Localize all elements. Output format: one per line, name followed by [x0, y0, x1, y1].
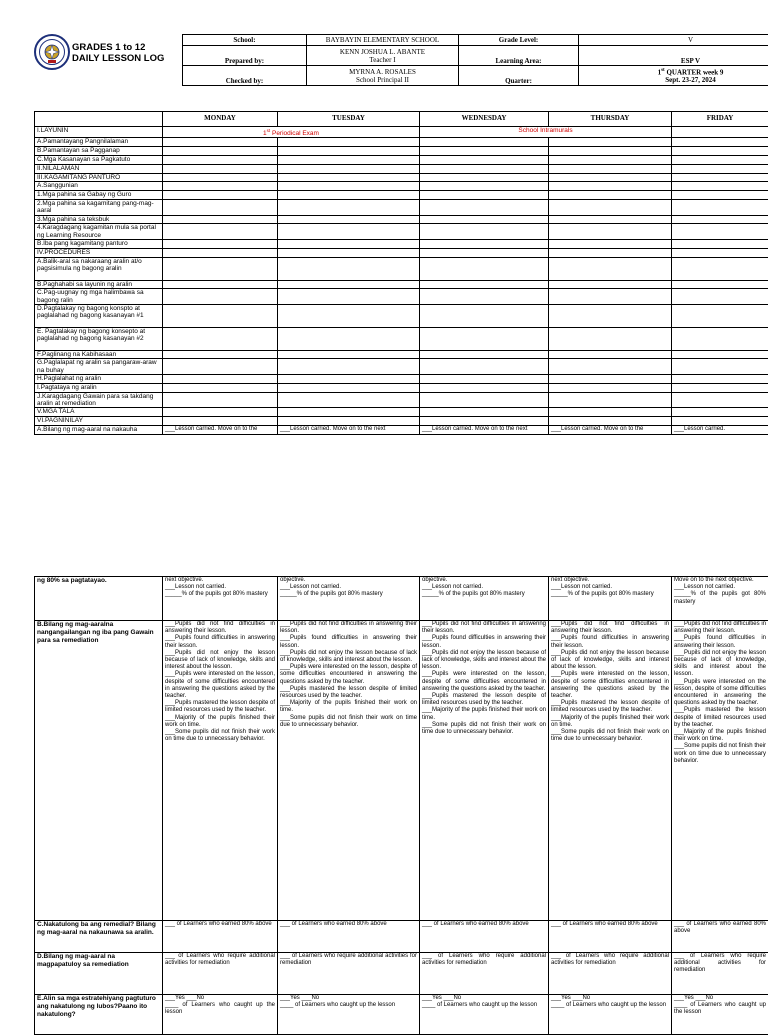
quarter-text: QUARTER week 9 — [665, 68, 724, 76]
table-row — [35, 375, 768, 384]
cell-monday — [163, 173, 278, 182]
table-row — [35, 173, 768, 182]
cell-monday — [163, 156, 278, 165]
table-row — [35, 182, 768, 191]
table-row — [35, 240, 768, 249]
exam-number: 1 — [263, 130, 267, 137]
cell-thursday — [549, 327, 672, 350]
table-row — [35, 408, 768, 417]
cell-thursday — [549, 304, 672, 327]
cell-wednesday — [420, 383, 549, 392]
day-friday: FRIDAY — [672, 112, 768, 127]
cell-wednesday — [420, 182, 549, 191]
row-label: C.Mga Kasanayan sa Pagkatuto — [35, 156, 163, 165]
cell-monday — [163, 383, 278, 392]
table-row — [35, 359, 768, 375]
cell-tuesday — [278, 327, 420, 350]
cell-tuesday — [278, 224, 420, 240]
cell-wednesday — [420, 164, 549, 173]
day-tuesday: TUESDAY — [278, 112, 420, 127]
cell-tuesday — [278, 289, 420, 305]
cell-thursday — [549, 215, 672, 224]
quarter-dates: Sept. 23-27, 2024 — [581, 76, 768, 84]
prepared-cell — [307, 46, 459, 66]
cell-monday — [163, 359, 278, 375]
cell-monday — [163, 164, 278, 173]
lesson-grid-page1 — [34, 111, 768, 435]
cell-friday — [672, 289, 768, 305]
cell-thursday — [549, 200, 672, 216]
checked-cell — [307, 66, 459, 86]
cell-monday — [163, 408, 278, 417]
cell-tuesday — [278, 359, 420, 375]
cell-monday — [163, 215, 278, 224]
row-label: 1.Mga pahina sa Gabay ng Guro — [35, 191, 163, 200]
table-row — [35, 383, 768, 392]
cell-friday — [672, 392, 768, 408]
cell-friday: ___Lesson carried. — [672, 425, 768, 434]
cell-wednesday — [420, 240, 549, 249]
cell-monday: ___Pupils did not find difficulties in answering their lesson. ___Pupils found difficulties in answering their lesson. ___Pupils did not enjoy the lesson because of lack of knowledge, skills and interest about the lesson. ___Pupils were interested on the lesson, despite of some difficulties encountered in answering the questions asked by the teacher. ___Pupils mastered the lesson despite of limited resources used by the teacher. ___Majority of the pupils finished their work on time. ___Some pupils did not finish their work on time due to unnecessary behavior. — [163, 621, 278, 921]
quarter-label: Quarter: — [459, 66, 579, 86]
cell-wednesday — [420, 138, 549, 147]
table-row — [35, 156, 768, 165]
cell-thursday — [549, 164, 672, 173]
row-label: B.Pamantayan sa Pagganap — [35, 147, 163, 156]
cell-monday: next objective. ___Lesson not carried. _____% of the pupils got 80% mastery — [163, 577, 278, 621]
row-label: 2.Mga pahina sa kagamitang pang-mag-aaral — [35, 200, 163, 216]
doc-title-grades: GRADES 1 to 12 — [72, 42, 145, 53]
day-thursday: THURSDAY — [549, 112, 672, 127]
cell-wednesday — [420, 224, 549, 240]
cell-thursday — [549, 417, 672, 426]
cell-thursday: ___ of Learners who require additional activities for remediation — [549, 953, 672, 995]
table-row — [35, 425, 768, 434]
info-table — [182, 34, 768, 86]
cell-tuesday — [278, 417, 420, 426]
cell-thursday — [549, 224, 672, 240]
table-row — [35, 577, 768, 621]
cell-tuesday: objective. ___Lesson not carried. _____% of the pupils got 80% mastery — [278, 577, 420, 621]
row-label: 4.Karagdagang kagamitan mula sa portal ng Learning Resource — [35, 224, 163, 240]
cell-thursday — [549, 240, 672, 249]
row-label: C.Pag-uugnay ng mga halimbawa sa bagong ralin — [35, 289, 163, 305]
row-label: F.Paglinang na Kabihasaan — [35, 350, 163, 359]
cell-thursday: ___ of Learners who earned 80% above — [549, 921, 672, 953]
table-row — [35, 327, 768, 350]
cell-friday — [672, 350, 768, 359]
cell-friday — [672, 191, 768, 200]
cell-thursday — [549, 138, 672, 147]
cell-thursday — [549, 350, 672, 359]
prepared-role: Teacher I — [309, 56, 456, 64]
table-row — [35, 921, 768, 953]
day-header-row — [35, 112, 768, 127]
cell-tuesday — [278, 164, 420, 173]
grade-label: Grade Level: — [459, 35, 579, 46]
cell-tuesday — [278, 304, 420, 327]
cell-tuesday — [278, 147, 420, 156]
cell-tuesday — [278, 215, 420, 224]
day-monday: MONDAY — [163, 112, 278, 127]
cell-friday — [672, 138, 768, 147]
cell-thursday: ___Lesson carried. Move on to the — [549, 425, 672, 434]
cell-friday — [672, 408, 768, 417]
cell-tuesday: ___Yes ___No ____ of Learners who caught up the lesson — [278, 995, 420, 1035]
cell-tuesday — [278, 138, 420, 147]
cell-thursday — [549, 280, 672, 289]
cell-tuesday: ___ of Learners who require additional activities for remediation — [278, 953, 420, 995]
school-value: BAYBAYIN ELEMENTARY SCHOOL — [307, 35, 459, 46]
cell-thursday — [549, 375, 672, 384]
cell-wednesday — [420, 156, 549, 165]
row-label: B.Bilang ng mag-aaralna nangangailangan ng iba pang Gawain para sa remediation — [35, 621, 163, 921]
cell-friday — [672, 182, 768, 191]
cell-wednesday: ___Yes ___No ____ of Learners who caught up the lesson — [420, 995, 549, 1035]
cell-tuesday — [278, 173, 420, 182]
row-label: D.Pagtalakay ng bagong konspto at paglalahad ng bagong kasanayan #1 — [35, 304, 163, 327]
row-label: H.Paglalahat ng aralin — [35, 375, 163, 384]
cell-friday: ___ of Learners who require additional activities for remediation — [672, 953, 768, 995]
row-label: A.Sanggunian — [35, 182, 163, 191]
cell-wednesday — [420, 191, 549, 200]
cell-monday — [163, 240, 278, 249]
cell-wednesday — [420, 304, 549, 327]
exam-text: Periodical Exam — [270, 130, 319, 137]
row-label: VI.PAGNINILAY — [35, 417, 163, 426]
cell-friday — [672, 304, 768, 327]
table-row — [35, 417, 768, 426]
cell-wednesday — [420, 200, 549, 216]
cell-monday: ___Yes ___No ____ of Learners who caught up the lesson — [163, 995, 278, 1035]
day-wednesday: WEDNESDAY — [420, 112, 549, 127]
cell-wednesday: ___Pupils did not find difficulties in answering their lesson. ___Pupils found difficulties in answering their lesson. ___Pupils did not enjoy the lesson because of lack of knowledge, skills and interest about the lesson. ___Pupils were interested on the lesson, despite of some difficulties encountered in answering the questions asked by the teacher. ___Pupils mastered the lesson despite of limited resources used by the teacher. ___Majority of the pupils finished their work on time. ___Some pupils did not finish their work on time due to unnecessary behavior. — [420, 621, 549, 921]
cell-monday — [163, 289, 278, 305]
cell-wednesday — [420, 359, 549, 375]
table-row — [35, 995, 768, 1035]
cell-tuesday — [278, 392, 420, 408]
quarter-cell — [579, 66, 768, 86]
cell-monday: ___ of Learners who require additional activities for remediation — [163, 953, 278, 995]
table-row — [35, 127, 768, 138]
cell-tuesday — [278, 182, 420, 191]
table-row — [35, 953, 768, 995]
cell-wednesday — [420, 257, 549, 280]
cell-wednesday — [420, 215, 549, 224]
cell-tuesday — [278, 240, 420, 249]
cell-thursday — [549, 182, 672, 191]
quarter-value — [581, 67, 768, 76]
cell-wednesday — [420, 408, 549, 417]
row-label: A.Bilang ng mag-aaral na nakauha — [35, 425, 163, 434]
row-label: I.Pagtataya ng aralin — [35, 383, 163, 392]
cell-wednesday — [420, 375, 549, 384]
cell-thursday — [549, 147, 672, 156]
cell-friday — [672, 224, 768, 240]
cell-wednesday — [420, 417, 549, 426]
cell-friday — [672, 200, 768, 216]
cell-monday — [163, 191, 278, 200]
cell-tuesday — [278, 156, 420, 165]
row-label: II.NILALAMAN — [35, 164, 163, 173]
cell-monday — [163, 224, 278, 240]
row-label: B.Paghahabi sa layunin ng aralin — [35, 280, 163, 289]
cell-thursday — [549, 392, 672, 408]
quarter-ordinal: 1 — [658, 68, 662, 76]
cell-thursday — [549, 383, 672, 392]
row-label: J.Karagdagang Gawain para sa takdang aralin at remediation — [35, 392, 163, 408]
checked-role: School Principal II — [309, 76, 456, 84]
table-row — [35, 191, 768, 200]
table-row — [35, 289, 768, 305]
row-label: A.Pamantayang Pangnilalaman — [35, 138, 163, 147]
cell-friday: ___Pupils did not find difficulties in answering their lesson. ___Pupils found difficulties in answering their lesson. ___Pupils did not enjoy the lesson because of lack of knowledge, skills and interest about the lesson. ___Pupils were interested on the lesson, despite of some difficulties encountered in answering the questions asked by the teacher. ___Pupils mastered the lesson despite of limited resources used by the teacher. ___Majority of the pupils finished their work on time. ___Some pupils did not finish their work on time due to unnecessary behavior. — [672, 621, 768, 921]
row-label: I.LAYUNIN — [35, 127, 163, 138]
row-label: V.MGA TALA — [35, 408, 163, 417]
doc-title-dll: DAILY LESSON LOG — [72, 53, 164, 64]
cell-friday — [672, 280, 768, 289]
row-label: A.Balik-aral sa nakaraang aralin at/o pagsisimula ng bagong aralin — [35, 257, 163, 280]
area-value: ESP V — [579, 46, 768, 66]
table-row — [35, 147, 768, 156]
cell-monday — [163, 248, 278, 257]
table-row — [35, 392, 768, 408]
cell-thursday: ___Yes ___No ____ of Learners who caught up the lesson — [549, 995, 672, 1035]
row-label: ng 80% sa pagtatayao. — [35, 577, 163, 621]
cell-tuesday — [278, 375, 420, 384]
cell-tuesday — [278, 350, 420, 359]
cell-friday: ___ of Learners who earned 80% above — [672, 921, 768, 953]
cell-tuesday — [278, 200, 420, 216]
cell-wednesday: ___ of Learners who require additional activities for remediation — [420, 953, 549, 995]
cell-thursday — [549, 408, 672, 417]
table-row — [35, 138, 768, 147]
cell-monday — [163, 182, 278, 191]
lesson-grid-page2 — [34, 576, 768, 1035]
table-row — [35, 257, 768, 280]
cell-tuesday — [278, 191, 420, 200]
cell-friday: Move on to the next objective. ___Lesson not carried. _____% of the pupils got 80% mastery — [672, 577, 768, 621]
cell-friday — [672, 240, 768, 249]
cell-wednesday — [420, 392, 549, 408]
cell-friday — [672, 156, 768, 165]
cell-monday — [163, 280, 278, 289]
checked-label: Checked by: — [183, 66, 307, 86]
row-label: IV.PROCEDURES — [35, 248, 163, 257]
cell-monday — [163, 304, 278, 327]
cell-friday — [672, 127, 768, 138]
prepared-label: Prepared by: — [183, 46, 307, 66]
cell-friday — [672, 417, 768, 426]
school-label: School: — [183, 35, 307, 46]
corner-cell — [35, 112, 163, 127]
cell-tuesday — [278, 248, 420, 257]
cell-wednesday: ___ of Learners who earned 80% above — [420, 921, 549, 953]
cell-monday — [163, 327, 278, 350]
cell-monday — [163, 375, 278, 384]
cell-wednesday: ___Lesson carried. Move on to the next — [420, 425, 549, 434]
row-label: G.Paglalapat ng aralin sa pangaraw-araw na buhay — [35, 359, 163, 375]
row-label: E.Alin sa mga estratehiyang pagtuturo ang nakatulong ng lubos?Paano ito nakatulong? — [35, 995, 163, 1035]
table-row — [35, 164, 768, 173]
cell-friday: ___Yes ___No ____ of Learners who caught up the lesson — [672, 995, 768, 1035]
cell-tuesday — [278, 383, 420, 392]
cell-wednesday — [420, 147, 549, 156]
row-label: E. Pagtalakay ng bagong konsepto at paglalahad ng bagong kasanayan #2 — [35, 327, 163, 350]
table-row — [35, 280, 768, 289]
cell-wednesday — [420, 173, 549, 182]
cell-wednesday: objective. ___Lesson not carried. _____% of the pupils got 80% mastery — [420, 577, 549, 621]
grade-value: V — [579, 35, 768, 46]
cell-tuesday — [278, 408, 420, 417]
table-row — [35, 621, 768, 921]
cell-wednesday — [420, 350, 549, 359]
cell-thursday — [549, 289, 672, 305]
cell-tuesday: ___Lesson carried. Move on to the next — [278, 425, 420, 434]
cell-wednesday — [420, 327, 549, 350]
cell-monday — [163, 392, 278, 408]
row-label: B.Iba pang kagamitang panturo — [35, 240, 163, 249]
cell-thursday — [549, 156, 672, 165]
row-label: C.Nakatulong ba ang remedial? Bilang ng mag-aaral na nakaunawa sa aralin. — [35, 921, 163, 953]
cell-wednesday — [420, 280, 549, 289]
cell-friday — [672, 248, 768, 257]
cell-monday: ___ of Learners who earned 80% above — [163, 921, 278, 953]
cell-friday — [672, 375, 768, 384]
cell-thursday — [549, 173, 672, 182]
periodical-exam-label — [163, 127, 420, 138]
cell-friday — [672, 359, 768, 375]
cell-thursday — [549, 257, 672, 280]
cell-thursday — [549, 191, 672, 200]
table-row — [35, 304, 768, 327]
cell-thursday — [549, 248, 672, 257]
cell-friday — [672, 215, 768, 224]
cell-friday — [672, 147, 768, 156]
cell-thursday: next objective. ___Lesson not carried. _____% of the pupils got 80% mastery — [549, 577, 672, 621]
intramurals-label: School Intramurals — [420, 127, 672, 138]
quarter-sup: st — [661, 68, 665, 73]
cell-thursday: ___Pupils did not find difficulties in answering their lesson. ___Pupils found difficulties in answering their lesson. ___Pupils did not enjoy the lesson because of lack of knowledge, skills and interest about the lesson. ___Pupils were interested on the lesson, despite of some difficulties encountered in answering the questions asked by the teacher. ___Pupils mastered the lesson despite of limited resources used by the teacher. ___Majority of the pupils finished their work on time. ___Some pupils did not finish their work on time due to unnecessary behavior. — [549, 621, 672, 921]
cell-tuesday: ___Pupils did not find difficulties in answering their lesson. ___Pupils found difficulties in answering their lesson. ___Pupils did not enjoy the lesson because of lack of knowledge, skills and interest about the lesson. ___Pupils were interested on the lesson, despite of some difficulties encountered in answering the questions asked by the teacher. ___Pupils mastered the lesson despite of limited resources used by the teacher. ___Majority of the pupils finished their work on time. ___Some pupils did not finish their work on time due to unnecessary behavior. — [278, 621, 420, 921]
cell-friday — [672, 257, 768, 280]
table-row — [35, 350, 768, 359]
cell-friday — [672, 164, 768, 173]
row-label: 3.Mga pahina sa teksbuk — [35, 215, 163, 224]
cell-tuesday — [278, 257, 420, 280]
cell-tuesday — [278, 280, 420, 289]
row-label: III.KAGAMITANG PANTURO — [35, 173, 163, 182]
cell-tuesday: ___ of Learners who earned 80% above — [278, 921, 420, 953]
cell-thursday — [549, 359, 672, 375]
checked-name: MYRNA A. ROSALES — [309, 68, 456, 76]
cell-monday — [163, 200, 278, 216]
cell-friday — [672, 327, 768, 350]
cell-monday — [163, 350, 278, 359]
cell-friday — [672, 383, 768, 392]
table-row — [35, 248, 768, 257]
deped-seal-icon — [34, 34, 70, 70]
table-row — [35, 200, 768, 216]
exam-sup: st — [267, 128, 271, 133]
prepared-name: KENN JOSHUA L. ABANTE — [309, 48, 456, 56]
area-label: Learning Area: — [459, 46, 579, 66]
cell-monday — [163, 257, 278, 280]
cell-wednesday — [420, 289, 549, 305]
table-row — [35, 215, 768, 224]
cell-monday — [163, 138, 278, 147]
row-label: D.Bilang ng mag-aaral na magpapatuloy sa remediation — [35, 953, 163, 995]
table-row — [35, 224, 768, 240]
cell-wednesday — [420, 248, 549, 257]
cell-friday — [672, 173, 768, 182]
cell-monday: ___Lesson carried. Move on to the — [163, 425, 278, 434]
cell-monday — [163, 417, 278, 426]
cell-monday — [163, 147, 278, 156]
